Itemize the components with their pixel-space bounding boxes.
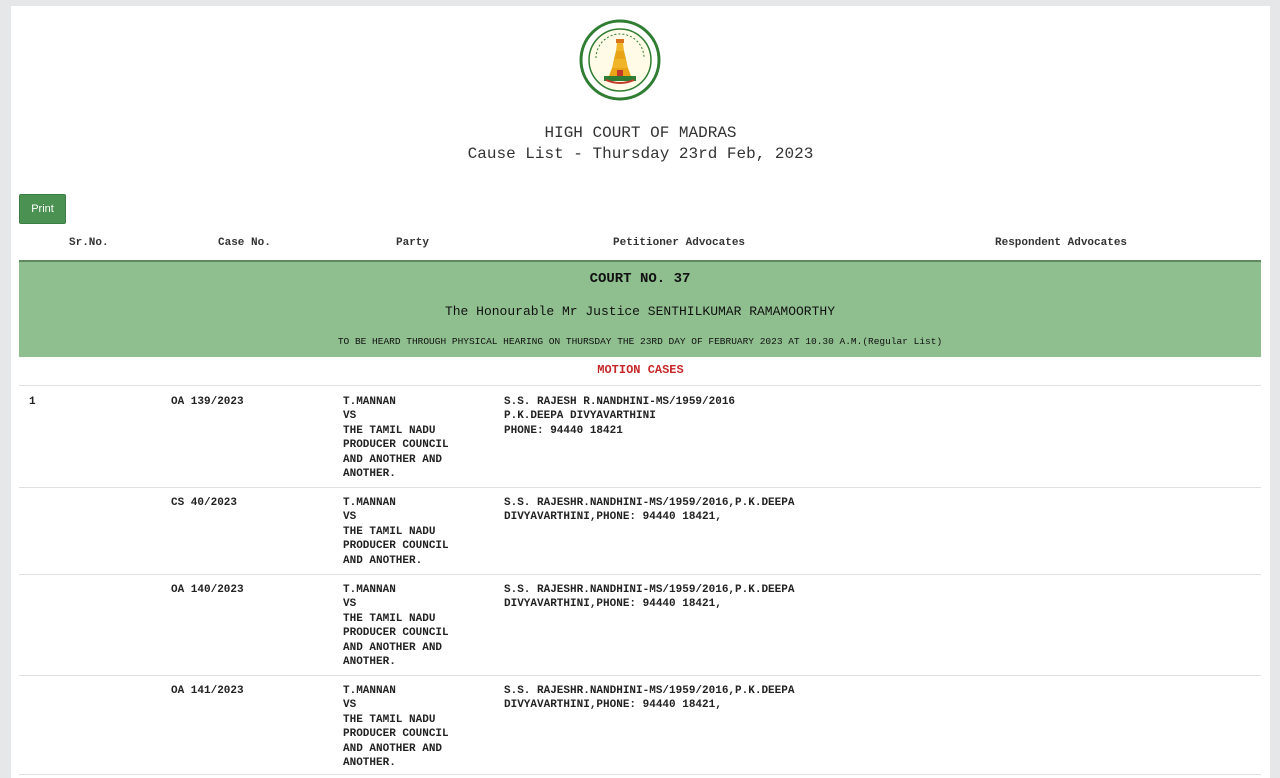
case-no: OA 141/2023 bbox=[171, 685, 244, 697]
page-title: HIGH COURT OF MADRAS bbox=[544, 124, 737, 142]
row-divider bbox=[19, 774, 1261, 775]
cause-list-page bbox=[11, 6, 1270, 778]
col-header-case-no: Case No. bbox=[218, 237, 271, 249]
row-divider bbox=[19, 675, 1261, 676]
case-no: CS 40/2023 bbox=[171, 497, 238, 509]
col-header-party: Party bbox=[396, 237, 430, 249]
petitioner-advocates: S.S. RAJESHR.NANDHINI-MS/1959/2016,P.K.DEEPA DIVYAVARTHINI,PHONE: 94440 18421, bbox=[504, 497, 795, 524]
col-header-respondent-advocates: Respondent Advocates bbox=[995, 237, 1128, 249]
judge-name: The Honourable Mr Justice SENTHILKUMAR RAMAMOORTHY bbox=[444, 304, 836, 319]
petitioner-advocates: S.S. RAJESHR.NANDHINI-MS/1959/2016,P.K.DEEPA DIVYAVARTHINI,PHONE: 94440 18421, bbox=[504, 584, 795, 611]
party: T.MANNAN VS THE TAMIL NADU PRODUCER COUNCIL AND ANOTHER AND ANOTHER. bbox=[343, 396, 449, 481]
case-no: OA 140/2023 bbox=[171, 584, 244, 596]
case-no: OA 139/2023 bbox=[171, 396, 244, 408]
cause-list-date: Cause List - Thursday 23rd Feb, 2023 bbox=[467, 145, 814, 163]
party: T.MANNAN VS THE TAMIL NADU PRODUCER COUNCIL AND ANOTHER AND ANOTHER. bbox=[343, 584, 449, 669]
row-divider bbox=[19, 385, 1261, 386]
tamil-nadu-emblem bbox=[578, 18, 662, 102]
row-divider bbox=[19, 574, 1261, 575]
section-title: MOTION CASES bbox=[597, 363, 684, 377]
petitioner-advocates: S.S. RAJESH R.NANDHINI-MS/1959/2016 P.K.DEEPA DIVYAVARTHINI PHONE: 94440 18421 bbox=[504, 396, 736, 437]
court-header-band bbox=[19, 260, 1261, 357]
col-header-petitioner-advocates: Petitioner Advocates bbox=[613, 237, 746, 249]
print-button[interactable]: Print bbox=[19, 194, 66, 224]
petitioner-advocates: S.S. RAJESHR.NANDHINI-MS/1959/2016,P.K.DEEPA DIVYAVARTHINI,PHONE: 94440 18421, bbox=[504, 685, 795, 712]
party: T.MANNAN VS THE TAMIL NADU PRODUCER COUNCIL AND ANOTHER. bbox=[343, 497, 449, 567]
row-divider bbox=[19, 487, 1261, 488]
hearing-notice: TO BE HEARD THROUGH PHYSICAL HEARING ON THURSDAY THE 23RD DAY OF FEBRUARY 2023 AT 10.30 A.M.(Regular List) bbox=[337, 336, 943, 347]
party: T.MANNAN VS THE TAMIL NADU PRODUCER COUNCIL AND ANOTHER AND ANOTHER. bbox=[343, 685, 449, 770]
col-header-sr-no: Sr.No. bbox=[69, 237, 109, 249]
court-number: COURT NO. 37 bbox=[589, 271, 691, 287]
sr-no: 1 bbox=[29, 396, 36, 408]
